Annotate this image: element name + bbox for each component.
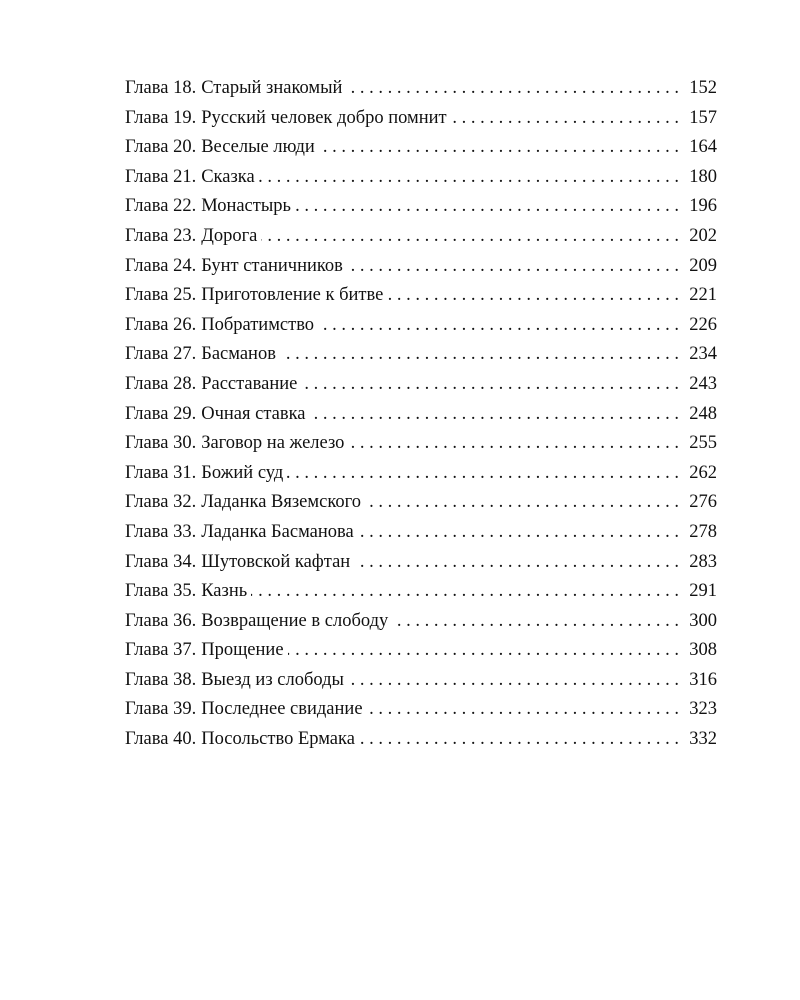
toc-entry[interactable]	[125, 285, 717, 315]
chapter-number: Глава 29.	[125, 403, 197, 424]
page-number: 243	[689, 373, 717, 394]
dot-leader	[348, 670, 679, 691]
toc-entry[interactable]	[125, 404, 717, 434]
chapter-number: Глава 38.	[125, 669, 197, 690]
dot-leader	[280, 344, 679, 365]
page-number: 255	[689, 433, 717, 454]
toc-entry[interactable]	[125, 196, 717, 226]
chapter-number: Глава 24.	[125, 255, 197, 276]
chapter-number: Глава 37.	[125, 640, 197, 661]
dot-leader	[451, 108, 679, 129]
toc-entry[interactable]	[125, 108, 717, 138]
page-number: 291	[689, 581, 717, 602]
chapter-title: Расставание	[201, 373, 298, 394]
toc-entry[interactable]	[125, 729, 717, 759]
toc-entry[interactable]	[125, 167, 717, 197]
chapter-number: Глава 23.	[125, 225, 197, 246]
dot-leader	[261, 226, 679, 247]
toc-entry[interactable]	[125, 137, 717, 167]
chapter-title: Побратимство	[201, 314, 315, 335]
dot-leader	[392, 611, 679, 632]
chapter-title: Выезд из слободы	[201, 669, 344, 690]
chapter-title: Сказка	[201, 166, 255, 187]
chapter-title: Возвращение в слободу	[201, 610, 389, 631]
page-number: 316	[689, 669, 717, 690]
chapter-number: Глава 40.	[125, 729, 197, 750]
toc-entry[interactable]	[125, 611, 717, 641]
dot-leader	[259, 167, 679, 188]
chapter-number: Глава 19.	[125, 107, 197, 128]
page-number: 157	[689, 107, 717, 128]
toc-entry[interactable]	[125, 374, 717, 404]
page-number: 209	[689, 255, 717, 276]
page-number: 202	[689, 225, 717, 246]
chapter-number: Глава 20.	[125, 137, 197, 158]
dot-leader	[251, 581, 679, 602]
page-number: 283	[689, 551, 717, 572]
chapter-title: Последнее свидание	[201, 699, 363, 720]
page-number: 276	[689, 492, 717, 513]
chapter-number: Глава 27.	[125, 344, 197, 365]
toc-entry[interactable]	[125, 640, 717, 670]
chapter-title: Веселые люди	[201, 137, 315, 158]
chapter-number: Глава 22.	[125, 196, 197, 217]
chapter-number: Глава 30.	[125, 433, 197, 454]
toc-entry[interactable]	[125, 226, 717, 256]
page-number: 262	[689, 462, 717, 483]
dot-leader	[301, 374, 679, 395]
chapter-title: Шутовской кафтан	[201, 551, 351, 572]
chapter-title: Дорога	[201, 225, 258, 246]
page-number: 180	[689, 166, 717, 187]
page-number: 234	[689, 344, 717, 365]
chapter-number: Глава 34.	[125, 551, 197, 572]
toc-entry[interactable]	[125, 256, 717, 286]
chapter-number: Глава 35.	[125, 581, 197, 602]
chapter-number: Глава 31.	[125, 462, 197, 483]
chapter-title: Бунт станичников	[201, 255, 343, 276]
toc-entry[interactable]	[125, 670, 717, 700]
chapter-number: Глава 33.	[125, 521, 197, 542]
chapter-title: Монастырь	[201, 196, 291, 217]
chapter-title: Старый знакомый	[201, 78, 343, 98]
toc-entry[interactable]	[125, 78, 717, 108]
page-number: 278	[689, 521, 717, 542]
dot-leader	[354, 552, 679, 573]
toc-entry[interactable]	[125, 463, 717, 493]
dot-leader	[348, 433, 679, 454]
page-number: 226	[689, 314, 717, 335]
dot-leader	[358, 522, 679, 543]
toc-entry[interactable]	[125, 433, 717, 463]
chapter-number: Глава 32.	[125, 492, 197, 513]
chapter-title: Посольство Ермака	[201, 729, 355, 750]
page-number: 332	[689, 729, 717, 750]
table-of-contents	[125, 78, 717, 759]
dot-leader	[288, 640, 679, 661]
chapter-number: Глава 36.	[125, 610, 197, 631]
chapter-title: Басманов	[201, 344, 276, 365]
page-number: 308	[689, 640, 717, 661]
chapter-title: Божий суд	[201, 462, 284, 483]
toc-entry[interactable]	[125, 552, 717, 582]
chapter-title: Казнь	[201, 581, 248, 602]
chapter-title: Очная ставка	[201, 403, 306, 424]
dot-leader	[346, 78, 679, 99]
toc-entry[interactable]	[125, 315, 717, 345]
chapter-number: Глава 39.	[125, 699, 197, 720]
chapter-number: Глава 26.	[125, 314, 197, 335]
chapter-title: Ладанка Басманова	[201, 521, 354, 542]
chapter-number: Глава 28.	[125, 373, 197, 394]
page-number: 248	[689, 403, 717, 424]
toc-entry[interactable]	[125, 344, 717, 374]
page-number: 196	[689, 196, 717, 217]
dot-leader	[318, 315, 679, 336]
dot-leader	[365, 492, 679, 513]
toc-entry[interactable]	[125, 492, 717, 522]
chapter-title: Приготовление к битве	[201, 285, 384, 306]
dot-leader	[347, 256, 679, 277]
chapter-number: Глава 21.	[125, 166, 197, 187]
dot-leader	[367, 699, 679, 720]
page-number: 300	[689, 610, 717, 631]
dot-leader	[387, 285, 679, 306]
chapter-title: Русский человек добро помнит	[201, 107, 447, 128]
chapter-title: Ладанка Вяземского	[201, 492, 361, 513]
toc-entry[interactable]	[125, 699, 717, 729]
page-number: 221	[689, 285, 717, 306]
chapter-title: Заговор на железо	[201, 433, 345, 454]
page-number: 323	[689, 699, 717, 720]
toc-entry[interactable]	[125, 581, 717, 611]
page-number: 164	[689, 137, 717, 158]
dot-leader	[295, 196, 679, 217]
toc-entry[interactable]	[125, 522, 717, 552]
dot-leader	[359, 729, 679, 750]
chapter-title: Прощение	[201, 640, 284, 661]
chapter-number: Глава 18.	[125, 78, 197, 98]
dot-leader	[319, 137, 679, 158]
dot-leader	[310, 404, 679, 425]
dot-leader	[287, 463, 679, 484]
page-number: 152	[689, 78, 717, 98]
chapter-number: Глава 25.	[125, 285, 197, 306]
